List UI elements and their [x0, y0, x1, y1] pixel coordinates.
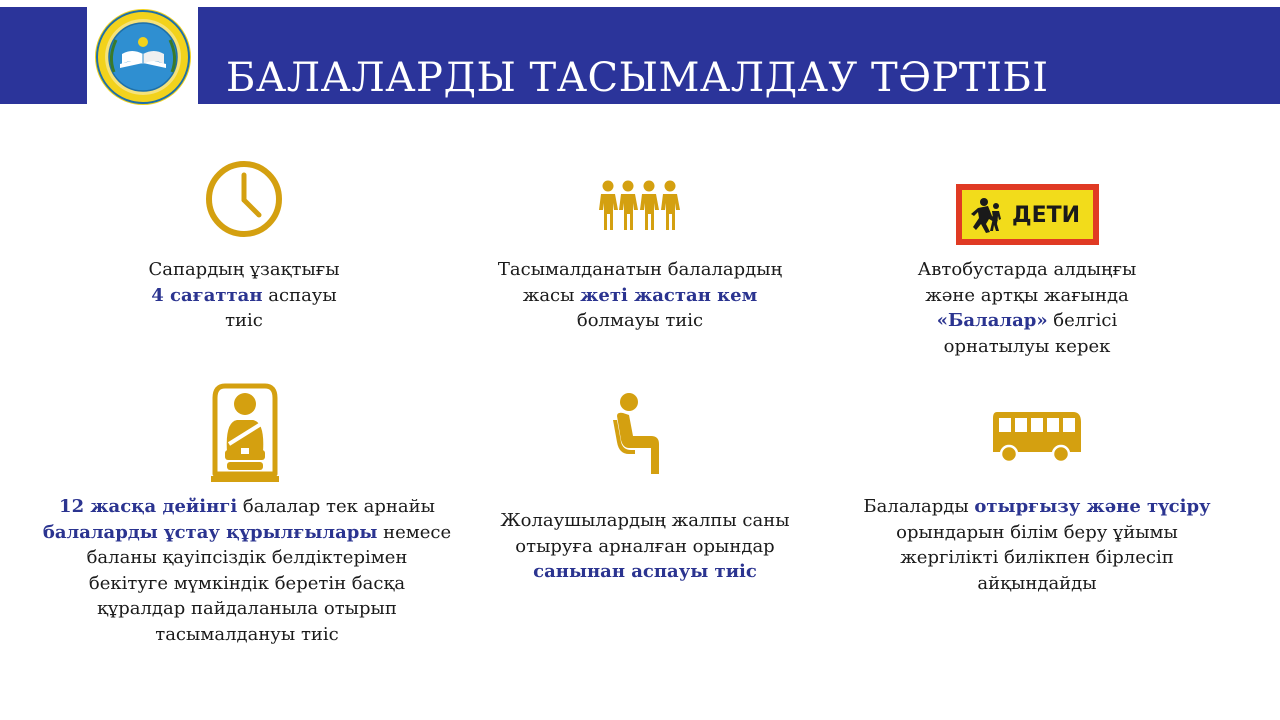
body-text: орындарын білім беру ұйымы [896, 521, 1178, 543]
card-text-line [480, 508, 810, 534]
body-text: аспауы [262, 284, 337, 306]
emphasis-text: балаларды ұстау құрылғылары [42, 521, 378, 543]
body-text: отыруға арналған орындар [515, 535, 775, 557]
body-text: болмауы тиіс [576, 310, 704, 331]
card-child-restraint [42, 494, 452, 647]
card-text-line [880, 334, 1174, 360]
emphasis-text: 4 сағаттан [151, 284, 263, 306]
seated-person-icon [611, 392, 669, 476]
card-text-line [42, 494, 452, 520]
card-text-line [94, 308, 394, 334]
card-children-sign [880, 257, 1174, 359]
emphasis-text: санынан аспауы тиіс [533, 561, 757, 582]
body-text: Сапардың ұзақтығы [148, 259, 340, 280]
card-text-line [475, 308, 805, 334]
body-text: Жолаушылардың жалпы саны [500, 510, 790, 531]
card-text-line [880, 308, 1174, 334]
body-text: баланы қауіпсіздік белдіктерімен [86, 547, 408, 568]
card-trip-duration [94, 257, 394, 334]
emphasis-text: отырғызу және түсіру [974, 496, 1211, 517]
body-text: балалар тек арнайы [237, 496, 435, 517]
card-text-line [880, 257, 1174, 283]
body-text: Балаларды [863, 496, 975, 517]
card-text-line [850, 571, 1224, 597]
page-title: БАЛАЛАРДЫ ТАСЫМАЛДАУ ТӘРТІБІ [226, 54, 1049, 101]
body-text: бекітуге мүмкіндік беретін басқа [88, 572, 406, 594]
body-text: құралдар пайдаланыла отырып [97, 598, 397, 619]
card-text-line [475, 283, 805, 309]
card-text-line [94, 283, 394, 309]
card-text-line [42, 545, 452, 571]
header-banner-left [0, 7, 87, 104]
body-text: айқындайды [977, 572, 1097, 594]
body-text: жасы [522, 284, 581, 306]
card-text-line [850, 494, 1224, 520]
body-text: Тасымалданатын балалардың [497, 259, 783, 280]
card-text-line [94, 257, 394, 283]
body-text: және артқы жағында [925, 284, 1129, 306]
card-boarding-points [850, 494, 1224, 596]
body-text: белгісі [1047, 310, 1118, 331]
card-text-line [42, 571, 452, 597]
children-road-sign-icon [956, 184, 1099, 245]
body-text: жергілікті билікпен бірлесіп [900, 547, 1174, 568]
clock-icon [205, 160, 283, 238]
card-child-age [475, 257, 805, 334]
card-text-line [850, 520, 1224, 546]
card-text-line [42, 596, 452, 622]
card-text-line [42, 520, 452, 546]
card-text-line [850, 545, 1224, 571]
children-group-icon [597, 180, 685, 232]
ministry-emblem-logo [94, 8, 192, 106]
card-text-line [475, 257, 805, 283]
body-text: немесе [377, 521, 452, 543]
card-text-line [480, 534, 810, 560]
body-text: Автобустарда алдыңғы [917, 259, 1137, 280]
body-text: тиіс [225, 310, 263, 331]
child-car-seat-icon [207, 382, 283, 484]
body-text: орнатылуы керек [943, 335, 1111, 357]
card-text-line [880, 283, 1174, 309]
card-passenger-limit [480, 508, 810, 585]
sign-label: ДЕТИ [1012, 203, 1081, 228]
emphasis-text: «Балалар» [936, 310, 1048, 331]
card-text-line [480, 559, 810, 585]
card-text-line [42, 622, 452, 648]
body-text: тасымалдануы тиіс [155, 623, 339, 645]
emphasis-text: жеті жастан кем [580, 284, 758, 306]
emphasis-text: 12 жасқа дейінгі [59, 496, 238, 517]
bus-icon [991, 410, 1083, 464]
